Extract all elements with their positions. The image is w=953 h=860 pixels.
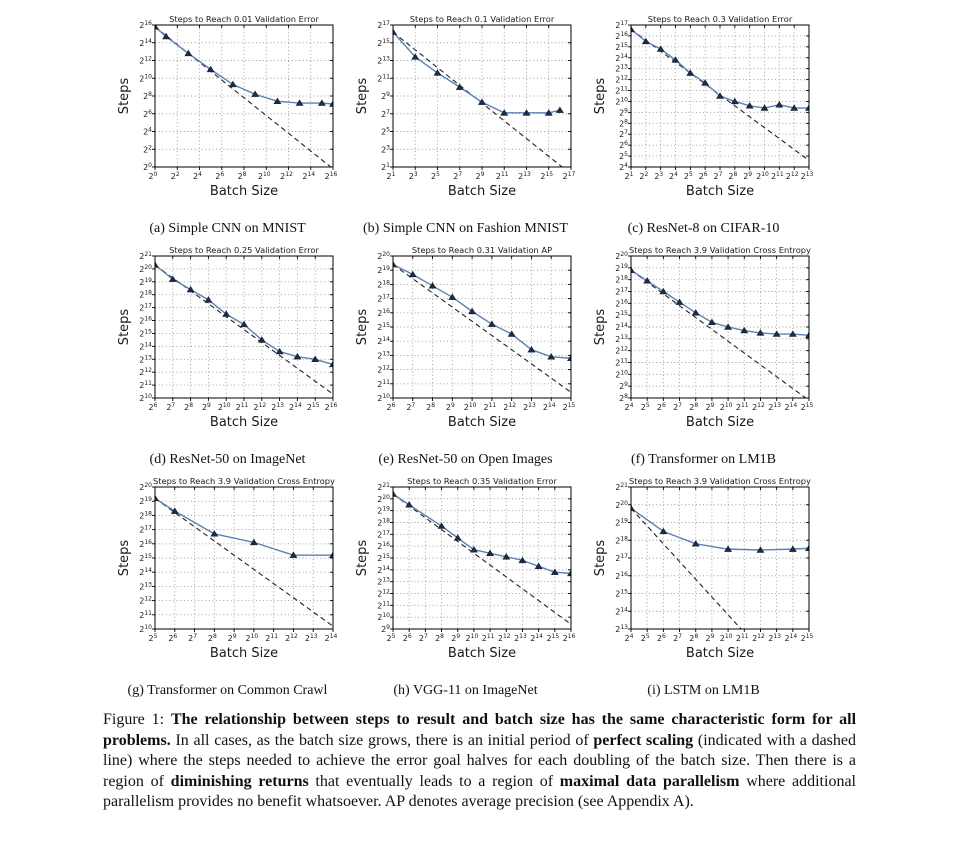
subplot-h [357, 476, 574, 699]
svg-text:210: $2^{10}$ [615, 369, 628, 380]
caption-bold-statement: The relationship between steps to result and batch size has the same characteristic form for all problems. [103, 711, 857, 749]
svg-text:28: $2^8$ [619, 118, 628, 129]
svg-text:211: $2^{11}$ [615, 85, 628, 96]
svg-text:25: $2^5$ [381, 126, 390, 137]
svg-text:26: $2^6$ [386, 402, 396, 412]
svg-text:214: $2^{14}$ [302, 171, 316, 181]
svg-text:218: $2^{18}$ [615, 274, 628, 285]
svg-text:Steps: Steps [593, 539, 608, 577]
svg-text:28: $2^8$ [207, 633, 217, 643]
svg-text:215: $2^{15}$ [377, 322, 390, 332]
svg-text:210: $2^{10}$ [615, 96, 628, 107]
svg-text:214: $2^{14}$ [530, 633, 544, 643]
caption-bold-diminishing-returns: diminishing returns [170, 772, 309, 790]
svg-text:29: $2^9$ [201, 402, 211, 412]
svg-text:27: $2^7$ [673, 402, 683, 412]
svg-text:Steps to Reach 3.9 Validation: Steps to Reach 3.9 Validation Cross Entropy [629, 245, 811, 255]
svg-text:216: $2^{16}$ [139, 20, 152, 30]
svg-text:211: $2^{11}$ [770, 171, 784, 181]
subplot-h-caption: (h) VGG-11 on ImageNet [393, 683, 538, 698]
svg-text:Steps to Reach 0.1 Validation: Steps to Reach 0.1 Validation Error [409, 14, 555, 24]
svg-text:213: $2^{13}$ [514, 633, 527, 643]
chart-a [119, 14, 336, 207]
caption-figure-number: Figure 1: [103, 711, 171, 728]
caption-bold-perfect-scaling: perfect scaling [593, 731, 694, 749]
chart-f [595, 245, 812, 438]
svg-text:25: $2^5$ [683, 171, 693, 181]
svg-text:26: $2^6$ [168, 633, 178, 643]
svg-text:Batch Size: Batch Size [685, 646, 755, 661]
svg-text:217: $2^{17}$ [615, 286, 628, 297]
svg-text:219: $2^{19}$ [377, 265, 390, 276]
svg-text:Steps to Reach 0.01 Validation: Steps to Reach 0.01 Validation Error [169, 14, 319, 24]
svg-text:Steps: Steps [593, 308, 608, 346]
svg-text:27: $2^7$ [673, 633, 683, 643]
svg-text:26: $2^6$ [619, 140, 628, 151]
chart-e [357, 245, 574, 438]
svg-text:216: $2^{16}$ [377, 307, 390, 318]
svg-text:212: $2^{12}$ [615, 74, 628, 85]
svg-text:29: $2^9$ [381, 624, 390, 634]
svg-text:29: $2^9$ [227, 633, 237, 643]
svg-text:216: $2^{16}$ [139, 315, 152, 326]
svg-text:215: $2^{15}$ [306, 402, 320, 412]
svg-text:219: $2^{19}$ [615, 517, 628, 528]
svg-text:29: $2^9$ [705, 633, 715, 643]
svg-text:Batch Size: Batch Size [447, 646, 517, 661]
svg-text:Batch Size: Batch Size [209, 184, 279, 199]
svg-text:Steps to Reach 0.3 Validation: Steps to Reach 0.3 Validation Error [647, 14, 793, 24]
svg-text:220: $2^{20}$ [377, 251, 390, 261]
svg-text:21: $2^1$ [381, 162, 390, 172]
chart-g [119, 476, 336, 669]
svg-text:212: $2^{12}$ [377, 588, 390, 599]
subplot-c [595, 14, 812, 237]
svg-text:210: $2^{10}$ [139, 73, 152, 84]
svg-text:Steps to Reach 0.35 Validation: Steps to Reach 0.35 Validation Error [407, 476, 557, 486]
svg-text:212: $2^{12}$ [503, 402, 517, 412]
svg-text:24: $2^4$ [669, 171, 678, 181]
svg-text:211: $2^{11}$ [495, 171, 509, 181]
svg-text:Batch Size: Batch Size [685, 415, 755, 430]
svg-text:214: $2^{14}$ [542, 402, 556, 412]
svg-text:220: $2^{20}$ [139, 482, 152, 492]
svg-text:29: $2^9$ [475, 171, 485, 181]
svg-text:215: $2^{15}$ [615, 310, 628, 321]
chart-c [595, 14, 812, 207]
subplot-i [595, 476, 812, 699]
svg-text:212: $2^{12}$ [752, 402, 765, 412]
svg-text:213: $2^{13}$ [139, 354, 152, 365]
svg-text:Steps to Reach 0.25 Validation: Steps to Reach 0.25 Validation Error [169, 245, 319, 255]
caption-text-2: (indicated with a dashed line) where the steps needed to achieve the error goal halves for each doubling of the batch size. Then there is a region of [103, 731, 856, 790]
svg-text:211: $2^{11}$ [481, 633, 495, 643]
svg-text:26: $2^6$ [148, 402, 158, 412]
svg-text:215: $2^{15}$ [615, 588, 628, 599]
subplot-f-caption: (f) Transformer on LM1B [630, 452, 777, 467]
subplot-g [119, 476, 336, 699]
figure-caption [103, 710, 856, 813]
subplot-d-caption: (d) ResNet-50 on ImageNet [149, 452, 306, 467]
subplot-b [357, 14, 574, 237]
svg-text:210: $2^{10}$ [139, 393, 152, 403]
svg-text:27: $2^7$ [418, 633, 428, 643]
caption-text-3: that eventually leads to a region of [308, 772, 560, 790]
svg-text:Batch Size: Batch Size [209, 415, 279, 430]
svg-text:217: $2^{17}$ [377, 529, 390, 540]
svg-text:24: $2^4$ [193, 171, 202, 181]
svg-text:29: $2^9$ [705, 402, 715, 412]
svg-text:214: $2^{14}$ [377, 564, 390, 575]
svg-text:219: $2^{19}$ [615, 262, 628, 273]
svg-text:25: $2^5$ [431, 171, 440, 181]
svg-text:212: $2^{12}$ [139, 367, 152, 378]
svg-text:220: $2^{20}$ [615, 251, 628, 261]
svg-text:Batch Size: Batch Size [447, 415, 517, 430]
svg-text:216: $2^{16}$ [377, 541, 390, 552]
svg-text:212: $2^{12}$ [615, 345, 628, 356]
svg-text:25: $2^5$ [619, 151, 628, 162]
chart-h [357, 476, 574, 669]
svg-text:28: $2^8$ [143, 91, 152, 101]
svg-text:29: $2^9$ [619, 107, 628, 118]
svg-text:214: $2^{14}$ [615, 606, 628, 617]
svg-text:216: $2^{16}$ [324, 402, 338, 412]
svg-text:220: $2^{20}$ [377, 493, 390, 504]
svg-text:23: $2^3$ [654, 171, 664, 181]
svg-text:210: $2^{10}$ [257, 171, 271, 181]
svg-text:24: $2^4$ [624, 633, 634, 643]
svg-text:216: $2^{16}$ [562, 633, 576, 643]
svg-text:212: $2^{12}$ [752, 633, 765, 643]
svg-text:217: $2^{17}$ [139, 302, 152, 313]
svg-text:28: $2^8$ [619, 393, 628, 403]
svg-text:212: $2^{12}$ [139, 595, 152, 606]
svg-text:217: $2^{17}$ [562, 171, 576, 181]
svg-text:213: $2^{13}$ [615, 63, 628, 74]
svg-text:211: $2^{11}$ [139, 380, 152, 391]
svg-text:29: $2^9$ [381, 91, 390, 101]
caption-text-1: In all cases, as the batch size grows, there is an initial period of [170, 731, 594, 749]
svg-text:214: $2^{14}$ [139, 37, 152, 48]
svg-text:23: $2^3$ [408, 171, 418, 181]
svg-text:Steps to Reach 0.31 Validation: Steps to Reach 0.31 Validation AP [411, 245, 553, 255]
svg-text:20: $2^0$ [143, 162, 152, 172]
svg-text:Batch Size: Batch Size [209, 646, 279, 661]
subplot-e-caption: (e) ResNet-50 on Open Images [378, 452, 553, 467]
svg-text:214: $2^{14}$ [615, 322, 628, 332]
svg-text:210: $2^{10}$ [217, 402, 231, 412]
svg-text:216: $2^{16}$ [324, 171, 338, 181]
svg-text:213: $2^{13}$ [615, 624, 628, 634]
svg-text:215: $2^{15}$ [377, 553, 390, 563]
svg-text:220: $2^{20}$ [139, 263, 152, 274]
subplot-d [119, 245, 336, 468]
svg-text:Steps: Steps [355, 77, 370, 115]
svg-text:213: $2^{13}$ [615, 333, 628, 344]
svg-text:22: $2^2$ [639, 171, 649, 181]
svg-text:211: $2^{11}$ [377, 73, 390, 84]
svg-text:211: $2^{11}$ [377, 600, 390, 611]
svg-text:211: $2^{11}$ [615, 357, 628, 368]
svg-text:215: $2^{15}$ [540, 171, 554, 181]
svg-text:210: $2^{10}$ [719, 633, 733, 643]
subplot-c-caption: (c) ResNet-8 on CIFAR-10 [627, 221, 780, 236]
subplot-b-caption: (b) Simple CNN on Fashion MNIST [363, 221, 568, 236]
svg-text:Steps: Steps [117, 308, 132, 346]
svg-text:26: $2^6$ [656, 633, 666, 643]
svg-text:213: $2^{13}$ [768, 633, 782, 643]
svg-text:213: $2^{13}$ [377, 55, 390, 66]
svg-text:219: $2^{19}$ [377, 505, 390, 516]
svg-text:26: $2^6$ [402, 633, 412, 643]
svg-text:211: $2^{11}$ [483, 402, 497, 412]
svg-text:29: $2^9$ [451, 633, 461, 643]
chart-d [119, 245, 336, 438]
svg-text:215: $2^{15}$ [562, 402, 576, 412]
svg-text:215: $2^{15}$ [800, 633, 814, 643]
svg-text:215: $2^{15}$ [546, 633, 560, 643]
svg-text:28: $2^8$ [184, 402, 194, 412]
svg-text:210: $2^{10}$ [465, 633, 479, 643]
svg-text:212: $2^{12}$ [377, 364, 390, 375]
svg-text:217: $2^{17}$ [377, 20, 390, 30]
svg-text:27: $2^7$ [166, 402, 176, 412]
svg-text:212: $2^{12}$ [285, 633, 298, 643]
svg-text:28: $2^8$ [689, 402, 699, 412]
svg-text:22: $2^2$ [170, 171, 180, 181]
svg-text:210: $2^{10}$ [463, 402, 477, 412]
svg-text:27: $2^7$ [713, 171, 723, 181]
svg-text:221: $2^{21}$ [377, 482, 390, 492]
svg-text:218: $2^{18}$ [615, 535, 628, 546]
svg-text:213: $2^{13}$ [304, 633, 318, 643]
chart-b [357, 14, 574, 207]
svg-text:216: $2^{16}$ [139, 538, 152, 549]
subplot-a-caption: (a) Simple CNN on MNIST [149, 221, 306, 236]
svg-text:26: $2^6$ [143, 108, 152, 119]
subplot-i-caption: (i) LSTM on LM1B [647, 683, 760, 698]
svg-text:28: $2^8$ [728, 171, 738, 181]
svg-text:215: $2^{15}$ [615, 41, 628, 52]
svg-text:Batch Size: Batch Size [685, 184, 755, 199]
svg-text:210: $2^{10}$ [139, 624, 152, 634]
svg-text:27: $2^7$ [619, 129, 628, 140]
svg-text:215: $2^{15}$ [800, 402, 814, 412]
svg-text:21: $2^1$ [386, 171, 396, 181]
svg-text:Steps to Reach 3.9 Validation: Steps to Reach 3.9 Validation Cross Entropy [153, 476, 335, 486]
svg-text:214: $2^{14}$ [139, 341, 152, 352]
svg-text:214: $2^{14}$ [615, 52, 628, 63]
svg-text:29: $2^9$ [619, 381, 628, 392]
svg-text:216: $2^{16}$ [615, 570, 628, 581]
svg-text:212: $2^{12}$ [253, 402, 267, 412]
svg-text:22: $2^2$ [143, 144, 152, 155]
svg-text:218: $2^{18}$ [139, 289, 152, 300]
svg-text:213: $2^{13}$ [518, 171, 531, 181]
svg-text:211: $2^{11}$ [377, 378, 390, 389]
svg-text:29: $2^9$ [445, 402, 455, 412]
svg-text:214: $2^{14}$ [784, 402, 798, 412]
svg-text:213: $2^{13}$ [139, 581, 152, 592]
svg-text:27: $2^7$ [188, 633, 198, 643]
svg-text:221: $2^{21}$ [615, 482, 628, 492]
svg-text:210: $2^{10}$ [756, 171, 769, 181]
svg-text:28: $2^8$ [689, 633, 699, 643]
svg-text:24: $2^4$ [624, 402, 634, 412]
svg-text:Steps: Steps [355, 539, 370, 577]
subplot-f [595, 245, 812, 468]
svg-text:213: $2^{13}$ [377, 350, 390, 361]
svg-text:20: $2^0$ [148, 171, 158, 181]
svg-text:211: $2^{11}$ [735, 402, 749, 412]
svg-text:210: $2^{10}$ [377, 612, 390, 623]
subplot-g-caption: (g) Transformer on Common Crawl [127, 683, 328, 698]
svg-text:28: $2^8$ [426, 402, 436, 412]
svg-text:213: $2^{13}$ [800, 171, 814, 181]
svg-text:Steps to Reach 3.9 Validation: Steps to Reach 3.9 Validation Cross Entropy [629, 476, 811, 486]
svg-text:25: $2^5$ [640, 402, 650, 412]
svg-text:213: $2^{13}$ [377, 576, 390, 587]
chart-i [595, 476, 812, 669]
svg-text:27: $2^7$ [406, 402, 416, 412]
svg-text:28: $2^8$ [237, 171, 247, 181]
svg-text:211: $2^{11}$ [735, 633, 749, 643]
caption-text-4: where additional parallelism provides no benefit whatsoever. AP denotes average precision (see Appendix A). [103, 772, 856, 810]
svg-text:217: $2^{17}$ [377, 293, 390, 304]
svg-text:218: $2^{18}$ [377, 279, 390, 290]
svg-text:210: $2^{10}$ [245, 633, 259, 643]
svg-text:214: $2^{14}$ [784, 633, 798, 643]
svg-text:26: $2^6$ [215, 171, 225, 181]
svg-text:210: $2^{10}$ [377, 393, 390, 403]
svg-text:216: $2^{16}$ [615, 298, 628, 309]
svg-text:211: $2^{11}$ [265, 633, 279, 643]
svg-text:215: $2^{15}$ [377, 37, 390, 48]
figure-grid [119, 14, 812, 699]
svg-text:21: $2^1$ [624, 171, 634, 181]
svg-text:Steps: Steps [117, 77, 132, 115]
svg-text:25: $2^5$ [148, 633, 158, 643]
svg-text:27: $2^7$ [381, 108, 390, 119]
svg-text:25: $2^5$ [386, 633, 396, 643]
svg-text:212: $2^{12}$ [280, 171, 293, 181]
svg-text:210: $2^{10}$ [719, 402, 733, 412]
subplot-e [357, 245, 574, 468]
svg-text:24: $2^4$ [619, 162, 628, 172]
svg-text:26: $2^6$ [656, 402, 666, 412]
svg-text:27: $2^7$ [453, 171, 463, 181]
svg-text:Steps: Steps [355, 308, 370, 346]
svg-text:218: $2^{18}$ [139, 510, 152, 521]
svg-text:219: $2^{19}$ [139, 496, 152, 507]
svg-text:218: $2^{18}$ [377, 517, 390, 528]
svg-text:217: $2^{17}$ [615, 553, 628, 563]
svg-text:213: $2^{13}$ [271, 402, 284, 412]
svg-text:211: $2^{11}$ [235, 402, 249, 412]
svg-text:Steps: Steps [593, 77, 608, 115]
svg-text:217: $2^{17}$ [139, 524, 152, 535]
svg-text:217: $2^{17}$ [615, 20, 628, 30]
svg-text:215: $2^{15}$ [139, 328, 152, 339]
svg-text:216: $2^{16}$ [615, 30, 628, 41]
svg-text:212: $2^{12}$ [497, 633, 511, 643]
svg-text:24: $2^4$ [143, 126, 152, 137]
svg-text:214: $2^{14}$ [377, 336, 390, 347]
svg-text:214: $2^{14}$ [139, 567, 152, 578]
svg-text:214: $2^{14}$ [324, 633, 338, 643]
svg-text:220: $2^{20}$ [615, 499, 628, 510]
svg-text:Steps: Steps [117, 539, 132, 577]
svg-text:Batch Size: Batch Size [447, 184, 517, 199]
svg-text:212: $2^{12}$ [785, 171, 799, 181]
svg-text:215: $2^{15}$ [139, 553, 152, 563]
svg-text:214: $2^{14}$ [289, 402, 302, 412]
svg-text:25: $2^5$ [640, 633, 650, 643]
svg-text:29: $2^9$ [743, 171, 753, 181]
svg-text:213: $2^{13}$ [523, 402, 536, 412]
svg-text:212: $2^{12}$ [139, 55, 152, 66]
svg-text:219: $2^{19}$ [139, 276, 152, 287]
svg-text:213: $2^{13}$ [768, 402, 782, 412]
subplot-a [119, 14, 336, 237]
svg-text:211: $2^{11}$ [139, 609, 152, 620]
svg-text:221: $2^{21}$ [139, 251, 152, 261]
caption-bold-maximal-data-parallelism: maximal data parallelism [559, 772, 740, 790]
svg-text:23: $2^3$ [381, 144, 390, 155]
svg-text:26: $2^6$ [698, 171, 708, 181]
svg-text:28: $2^8$ [435, 633, 445, 643]
